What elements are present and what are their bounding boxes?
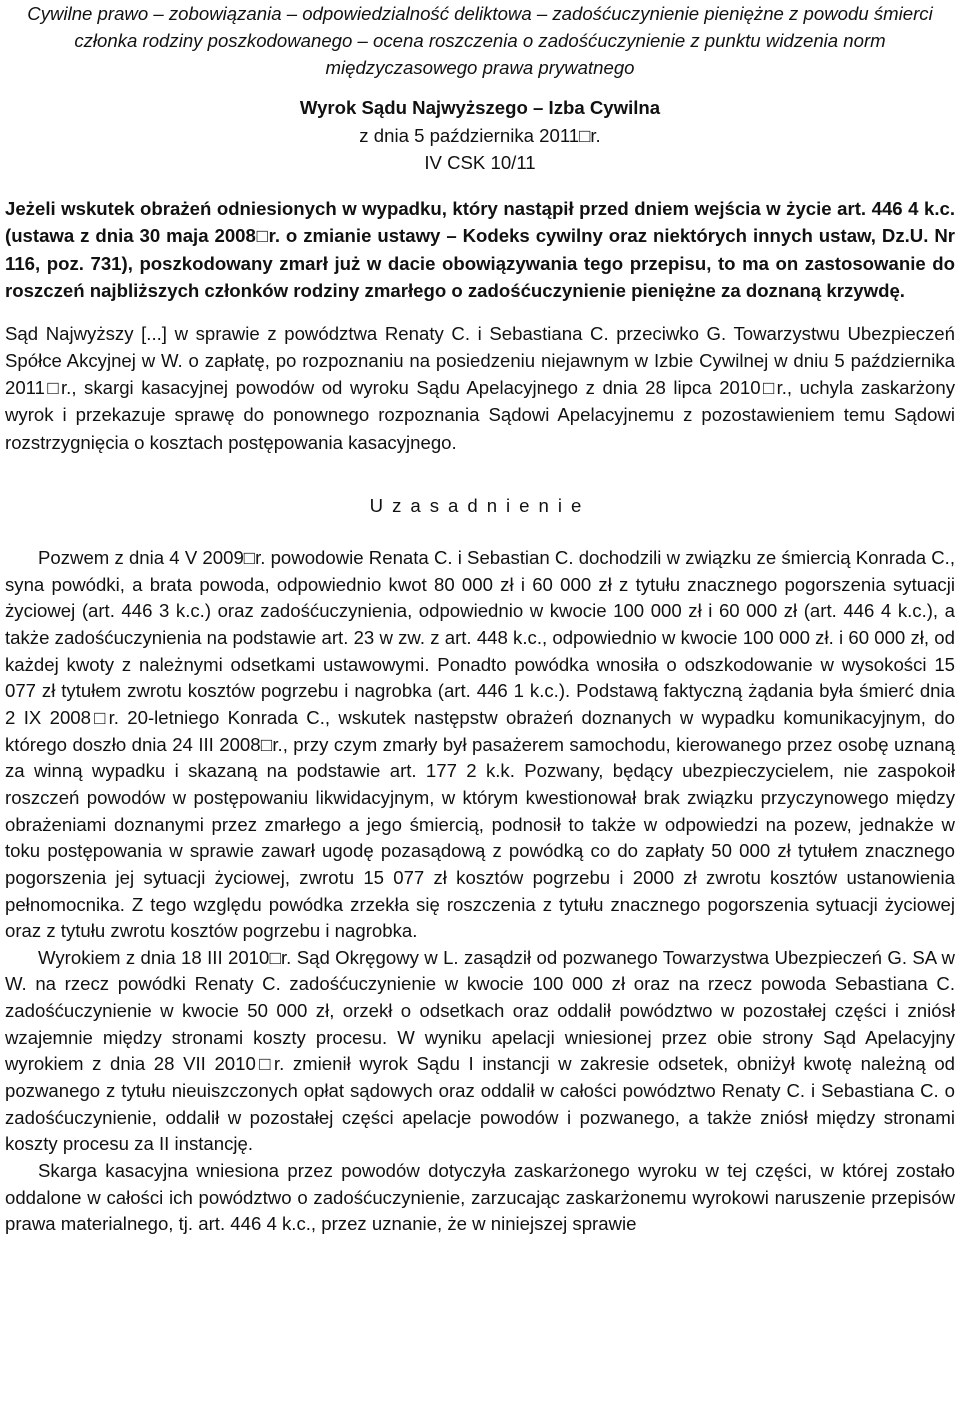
case-signature: IV CSK 10/11 [424, 152, 536, 173]
judgment-date: z dnia 5 października 2011□r. [359, 124, 601, 146]
court-name: Wyrok Sądu Najwyższego – Izba Cywilna [299, 97, 661, 118]
reasons-paragraph: Skarga kasacyjna wniesiona przez powodów dotyczyła zaskarżonego wyroku w tej części, w której zostało oddalone w całości ich powództwo o zadośćuczynienie, zarzucając zaskarżonemu wyrokowi naruszenie przepisów prawa materialnego, tj. art. 446 4 k.c., przez uznanie, że w niniejszej sprawie [5, 1160, 955, 1235]
reasons-heading: Uzasadnienie [369, 494, 591, 516]
reasons-paragraph: Wyrokiem z dnia 18 III 2010□r. Sąd Okręgowy w L. zasądził od pozwanego Towarzystwa Ubezpieczeń G. SA w W. na rzecz powódki Renaty C. zadośćuczynienie w kwocie 100 000 zł oraz na rzecz powoda Sebastiana C. zadośćuczynienie w kwocie 50 000 zł, orzekł o odsetkach oraz oddalił powództwo w pozostałej części i zniósł wzajemnie między stronami koszty procesu. W wyniku apelacji wniesionej przez obie strony Sąd Apelacyjny wyrokiem z dnia 28 VII 2010□r. zmienił wyrok Sądu I instancji w zakresie odsetek, obniżył kwotę należną od pozwanego z tytułu nieuiszczonych opłat sądowych oraz oddalił w całości powództwo Renaty C. i Sebastiana C. o zadośćuczynienie, oddalił w pozostałej części apelacje powodów i pozwanego, a także zniósł między stronami koszty procesu za II instancję. [5, 946, 955, 1155]
judgment-header [5, 94, 955, 177]
thesis: Jeżeli wskutek obrażeń odniesionych w wypadku, który nastąpił przed dniem wejścia w życie art. 446 4 k.c. (ustawa z dnia 30 maja 2008□r. o zmianie ustawy – Kodeks cywilny oraz niektórych innych ustaw, Dz.U. Nr 116, poz. 731), poszkodowany zmarł już w dacie obowiązywania tego przepisu, to ma on zastosowanie do roszczeń najbliższych członków rodziny zmarłego o zadośćuczynienie pieniężne za doznaną krzywdę. [5, 197, 955, 301]
category-keywords: Cywilne prawo – zobowiązania – odpowiedzialność deliktowa – zadośćuczynienie pieniężne z powodu śmierci członka rodziny poszkodowanego – ocena roszczenia o zadośćuczynienie z punktu widzenia norm międzyczasowego prawa prywatnego [27, 3, 933, 78]
reasons-paragraph: Pozwem z dnia 4 V 2009□r. powodowie Renata C. i Sebastian C. dochodzili w związku ze śmiercią Konrada C., syna powódki, a brata powoda, odpowiednio kwot 80 000 zł i 60 000 zł z tytułu znacznego pogorszenia sytuacji życiowej (art. 446 3 k.c.) oraz zadośćuczynienia, odpowiednio w kwocie 100 000 zł i 60 000 zł (art. 446 4 k.c.), a także zadośćuczynienia na podstawie art. 23 w zw. z art. 448 k.c., odpowiednio w kwocie 100 000 zł. i 60 000 zł, od każdej kwoty z należnymi odsetkami ustawowymi. Ponadto powódka wnosiła o odszkodowanie w wysokości 15 077 zł tytułem zwrotu kosztów pogrzebu i nagrobka (art. 446 1 k.c.). Podstawą faktyczną żądania była śmierć dnia 2 IX 2008□r. 20-letniego Konrada C., wskutek następstw obrażeń doznanych w wypadku komunikacyjnym, do którego doszło dnia 24 III 2008□r., przy czym zmarły był pasażerem samochodu, kierowanego przez osobę uznaną za winną wypadku i skazaną na podstawie art. 177 2 k.k. Pozwany, będący ubezpieczycielem, nie zaspokoił roszczeń powodów w postępowaniu likwidacyjnym, w którym kwestionował brak związku przyczynowego między obrażeniami doznanymi przez zmarłego a jego śmiercią, podnosił to także w odpowiedzi na pozew, jednakże w toku postępowania w sprawie zawarł ugodę pozasądową z powódką co do zapłaty 50 000 zł tytułem znacznego pogorszenia jej sytuacji życiowej, zwrotu 15 077 zł kosztów pogrzebu i 2000 zł zwrotu kosztów ustanowienia pełnomocnika. Z tego względu powódka zrzekła się roszczenia z tytułu znacznego pogorszenia sytuacji życiowej oraz z tytułu zwrotu kosztów pogrzebu i nagrobka. [5, 546, 955, 942]
ruling: Sąd Najwyższy [...] w sprawie z powództwa Renaty C. i Sebastiana C. przeciwko G. Towarzystwu Ubezpieczeń Spółce Akcyjnej w W. o zapłatę, po rozpoznaniu na posiedzeniu niejawnym w Izbie Cywilnej w dniu 5 października 2011□r., skargi kasacyjnej powodów od wyroku Sądu Apelacyjnego z dnia 28 lipca 2010□r., uchyla zaskarżony wyrok i przekazuje sprawę do ponownego rozpoznania Sądowi Apelacyjnemu z pozostawieniem temu Sądowi rozstrzygnięcia o kosztach postępowania kasacyjnego. [5, 322, 955, 453]
